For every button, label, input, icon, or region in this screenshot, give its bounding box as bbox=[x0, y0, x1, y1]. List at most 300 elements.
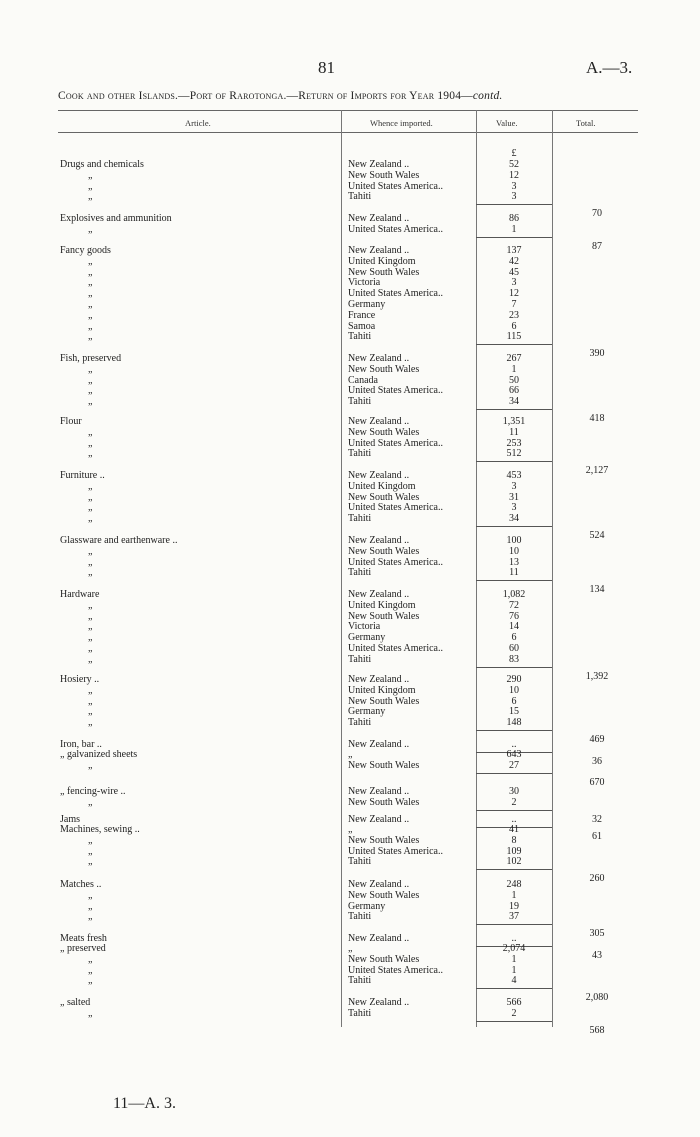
whence-cell: Tahiti bbox=[348, 653, 372, 665]
ditto-mark bbox=[60, 835, 340, 846]
whence-cell: New Zealand .. bbox=[348, 786, 410, 797]
whence-cell: United States America.. bbox=[348, 845, 443, 857]
ditto-mark bbox=[60, 277, 340, 288]
ditto-label: „ bbox=[88, 695, 93, 707]
value-cell: 148 bbox=[506, 717, 522, 729]
ditto-label: „ bbox=[88, 374, 93, 386]
value-cell: 12 bbox=[509, 169, 519, 181]
ditto-mark bbox=[60, 364, 340, 375]
article-label: Furniture .. bbox=[60, 470, 105, 481]
value-cell: 41 bbox=[509, 824, 519, 835]
ditto-mark bbox=[60, 621, 340, 632]
value-cell: 2 bbox=[511, 1007, 517, 1019]
value-cell: 1,082 bbox=[502, 589, 526, 600]
whence-cell: New Zealand .. bbox=[348, 674, 410, 685]
ditto-label: „ bbox=[88, 320, 93, 332]
value-cell: 8 bbox=[511, 834, 517, 846]
article-name bbox=[60, 589, 340, 600]
whence-cell: New South Wales bbox=[348, 610, 420, 622]
ditto-mark bbox=[60, 181, 340, 192]
article-label: „ galvanized sheets bbox=[60, 749, 138, 760]
ditto-label: „ bbox=[88, 653, 93, 665]
ditto-mark bbox=[60, 191, 340, 202]
ditto-mark bbox=[60, 557, 340, 568]
ditto-label: „ bbox=[88, 513, 93, 525]
whence-cell: New Zealand .. bbox=[348, 353, 410, 364]
article-name bbox=[60, 416, 340, 427]
total-cell: 568 bbox=[589, 1024, 605, 1036]
whence-cell: New Zealand .. bbox=[348, 879, 410, 890]
value-cell: 566 bbox=[506, 997, 522, 1008]
page-title bbox=[58, 90, 503, 102]
value-cell: 3 bbox=[511, 277, 517, 289]
whence-cell: New Zealand .. bbox=[348, 814, 410, 825]
whence-cell: Tahiti bbox=[348, 856, 372, 868]
total-cell: 524 bbox=[589, 530, 605, 541]
article-name bbox=[60, 159, 340, 170]
article-label: Fancy goods bbox=[60, 245, 111, 256]
whence-cell: Victoria bbox=[348, 277, 381, 289]
value-cell: 512 bbox=[506, 448, 522, 460]
total-cell: 134 bbox=[589, 584, 605, 596]
value-cell: 34 bbox=[509, 396, 519, 408]
whence-cell: New South Wales bbox=[348, 953, 420, 965]
page-reference: A.—3. bbox=[586, 58, 633, 77]
whence-cell: Tahiti bbox=[348, 717, 372, 729]
value-cell: 19 bbox=[509, 900, 519, 912]
article-label: Drugs and chemicals bbox=[60, 159, 144, 170]
ditto-mark bbox=[60, 375, 340, 386]
whence-cell: New South Wales bbox=[348, 169, 420, 181]
whence-cell: United Kingdom bbox=[348, 255, 416, 267]
value-cell: 643 bbox=[506, 749, 522, 760]
ditto-label: „ bbox=[88, 491, 93, 503]
article-name bbox=[60, 786, 340, 797]
ditto-label: „ bbox=[88, 502, 93, 514]
value-cell: 6 bbox=[511, 695, 517, 707]
subtotal-rule bbox=[476, 461, 552, 462]
whence-cell: Tahiti bbox=[348, 396, 372, 408]
article-label: Hardware bbox=[60, 589, 100, 600]
whence-cell: New South Wales bbox=[348, 889, 420, 901]
total-cell: 305 bbox=[589, 928, 605, 940]
ditto-label: „ bbox=[88, 796, 93, 808]
article-label: „ salted bbox=[60, 997, 91, 1008]
total-cell: 418 bbox=[589, 413, 605, 424]
ditto-label: „ bbox=[88, 567, 93, 579]
value-cell: 1 bbox=[511, 953, 517, 965]
ditto-mark bbox=[60, 288, 340, 299]
ditto-mark bbox=[60, 911, 340, 922]
total-cell: 1,392 bbox=[585, 670, 609, 682]
value-cell: 10 bbox=[509, 545, 519, 557]
article-label: Hosiery .. bbox=[60, 674, 100, 685]
currency-symbol: £ bbox=[511, 148, 517, 159]
ditto-label: „ bbox=[88, 900, 93, 912]
value-cell: 86 bbox=[509, 213, 519, 224]
header-top-rule bbox=[58, 110, 638, 111]
article-label: Jams bbox=[60, 814, 80, 825]
whence-cell: United States America.. bbox=[348, 223, 443, 235]
value-cell: 30 bbox=[509, 786, 519, 797]
ditto-label: „ bbox=[88, 169, 93, 181]
ditto-mark bbox=[60, 299, 340, 310]
whence-cell: United States America.. bbox=[348, 437, 443, 449]
value-cell: 1 bbox=[511, 363, 517, 375]
subtotal-rule bbox=[476, 526, 552, 527]
total-cell: 2,080 bbox=[585, 992, 609, 1004]
value-cell: 27 bbox=[509, 759, 519, 771]
header-total: Total. bbox=[576, 118, 596, 128]
whence-cell: Victoria bbox=[348, 621, 381, 633]
article-name bbox=[60, 749, 340, 760]
article-label: Meats fresh bbox=[60, 933, 107, 944]
whence-cell: United States America.. bbox=[348, 180, 443, 192]
ditto-label: „ bbox=[88, 643, 93, 654]
whence-cell: Germany bbox=[348, 706, 386, 718]
whence-cell: Tahiti bbox=[348, 191, 372, 203]
whence-cell: United Kingdom bbox=[348, 599, 416, 611]
whence-cell: „ bbox=[348, 824, 353, 835]
ditto-label: „ bbox=[88, 621, 93, 633]
article-name bbox=[60, 824, 340, 835]
ditto-label: „ bbox=[88, 759, 93, 771]
header-bottom-rule bbox=[58, 132, 638, 133]
value-cell: 248 bbox=[506, 879, 522, 890]
ditto-label: „ bbox=[88, 911, 93, 923]
value-cell: 3 bbox=[511, 191, 517, 203]
article-name bbox=[60, 535, 340, 546]
ditto-label: „ bbox=[88, 266, 93, 278]
ditto-label: „ bbox=[88, 277, 93, 289]
value-cell: 37 bbox=[509, 911, 519, 923]
total-cell: 61 bbox=[592, 830, 602, 842]
ditto-mark bbox=[60, 717, 340, 728]
ditto-label: „ bbox=[88, 964, 93, 976]
whence-cell: New South Wales bbox=[348, 545, 420, 557]
whence-cell: „ bbox=[348, 749, 353, 760]
ditto-mark bbox=[60, 385, 340, 396]
total-cell: 87 bbox=[592, 240, 602, 252]
value-cell: 1 bbox=[511, 964, 517, 976]
ditto-label: „ bbox=[88, 426, 93, 438]
ditto-mark bbox=[60, 975, 340, 986]
subtotal-rule bbox=[476, 237, 552, 238]
total-cell: 70 bbox=[592, 208, 602, 220]
ditto-label: „ bbox=[88, 223, 93, 235]
ditto-label: „ bbox=[88, 684, 93, 696]
subtotal-rule bbox=[476, 924, 552, 925]
ditto-mark bbox=[60, 448, 340, 459]
value-cell: 1 bbox=[511, 889, 517, 901]
value-cell: 83 bbox=[509, 653, 519, 665]
whence-cell: New South Wales bbox=[348, 796, 420, 808]
value-cell: .. bbox=[511, 814, 517, 825]
ditto-label: „ bbox=[88, 1007, 93, 1019]
ditto-mark bbox=[60, 643, 340, 654]
page-footer: 11—A. 3. bbox=[113, 1095, 176, 1112]
whence-cell: Samoa bbox=[348, 320, 376, 332]
whence-cell: New South Wales bbox=[348, 426, 420, 438]
article-name bbox=[60, 353, 340, 364]
article-label: Machines, sewing .. bbox=[60, 824, 140, 835]
column-divider bbox=[341, 110, 342, 1027]
value-cell: 60 bbox=[509, 643, 519, 654]
ditto-mark bbox=[60, 321, 340, 332]
value-cell: 42 bbox=[509, 255, 519, 267]
value-cell: 4 bbox=[511, 975, 517, 987]
whence-cell: United States America.. bbox=[348, 288, 443, 300]
column-divider bbox=[552, 110, 553, 1027]
ditto-label: „ bbox=[88, 856, 93, 868]
whence-cell: Tahiti bbox=[348, 567, 372, 579]
whence-cell: „ bbox=[348, 943, 353, 954]
ditto-mark bbox=[60, 267, 340, 278]
value-cell: 290 bbox=[506, 674, 522, 685]
ditto-mark bbox=[60, 901, 340, 912]
whence-cell: New Zealand .. bbox=[348, 245, 410, 256]
value-cell: 7 bbox=[511, 299, 517, 310]
value-cell: 115 bbox=[506, 331, 522, 343]
ditto-mark bbox=[60, 502, 340, 513]
ditto-label: „ bbox=[88, 448, 93, 460]
value-cell: 109 bbox=[506, 845, 522, 857]
ditto-mark bbox=[60, 611, 340, 622]
ditto-mark bbox=[60, 654, 340, 665]
header-whence: Whence imported. bbox=[370, 118, 433, 128]
ditto-label: „ bbox=[88, 255, 93, 267]
whence-cell: Tahiti bbox=[348, 911, 372, 923]
article-label: Fish, preserved bbox=[60, 353, 122, 364]
ditto-label: „ bbox=[88, 480, 93, 492]
ditto-mark bbox=[60, 481, 340, 492]
title-main: Cook and other Islands.—Port of Rarotonga.—Return of Imports for Year 1904— bbox=[58, 90, 473, 102]
value-cell: 6 bbox=[511, 632, 517, 644]
value-cell: 31 bbox=[509, 491, 519, 503]
ditto-label: „ bbox=[88, 396, 93, 408]
article-label: Flour bbox=[60, 416, 82, 427]
total-cell: 43 bbox=[592, 949, 602, 961]
ditto-mark bbox=[60, 546, 340, 557]
value-cell: 45 bbox=[509, 266, 519, 278]
value-cell: 13 bbox=[509, 556, 519, 568]
value-cell: 66 bbox=[509, 385, 519, 397]
article-label: Iron, bar .. bbox=[60, 739, 102, 750]
whence-cell: New Zealand .. bbox=[348, 933, 410, 944]
ditto-mark bbox=[60, 513, 340, 524]
ditto-label: „ bbox=[88, 834, 93, 846]
ditto-label: „ bbox=[88, 309, 93, 321]
whence-cell: New Zealand .. bbox=[348, 416, 410, 427]
ditto-label: „ bbox=[88, 288, 93, 300]
value-cell: 253 bbox=[506, 437, 522, 449]
header-article: Article. bbox=[185, 118, 211, 128]
ditto-mark bbox=[60, 224, 340, 235]
subtotal-rule bbox=[476, 344, 552, 345]
article-name bbox=[60, 470, 340, 481]
ditto-label: „ bbox=[88, 331, 93, 343]
value-cell: 267 bbox=[506, 353, 522, 364]
value-cell: 76 bbox=[509, 610, 519, 622]
total-cell: 2,127 bbox=[585, 465, 609, 477]
ditto-mark bbox=[60, 170, 340, 181]
whence-cell: New Zealand .. bbox=[348, 535, 410, 546]
value-cell: 72 bbox=[509, 599, 519, 611]
whence-cell: Tahiti bbox=[348, 448, 372, 460]
value-cell: 34 bbox=[509, 513, 519, 525]
value-cell: 23 bbox=[509, 309, 519, 321]
whence-cell: New South Wales bbox=[348, 759, 420, 771]
ditto-label: „ bbox=[88, 363, 93, 375]
whence-cell: Canada bbox=[348, 374, 378, 386]
value-cell: 50 bbox=[509, 374, 519, 386]
whence-cell: United States America.. bbox=[348, 502, 443, 514]
ditto-label: „ bbox=[88, 610, 93, 622]
ditto-label: „ bbox=[88, 632, 93, 644]
subtotal-rule bbox=[476, 730, 552, 731]
whence-cell: Tahiti bbox=[348, 1007, 372, 1019]
value-cell: 100 bbox=[506, 535, 522, 546]
whence-cell: United Kingdom bbox=[348, 480, 416, 492]
ditto-mark bbox=[60, 846, 340, 857]
column-divider bbox=[476, 110, 477, 1027]
value-cell: 1 bbox=[511, 223, 517, 235]
article-name bbox=[60, 245, 340, 256]
whence-cell: France bbox=[348, 309, 376, 321]
ditto-mark bbox=[60, 706, 340, 717]
value-cell: 1,351 bbox=[502, 416, 526, 427]
subtotal-rule bbox=[476, 869, 552, 870]
ditto-mark bbox=[60, 696, 340, 707]
ditto-label: „ bbox=[88, 545, 93, 557]
total-cell: 32 bbox=[592, 813, 602, 825]
whence-cell: New South Wales bbox=[348, 695, 420, 707]
ditto-label: „ bbox=[88, 975, 93, 987]
ditto-label: „ bbox=[88, 889, 93, 901]
value-cell: 52 bbox=[509, 159, 519, 170]
subtotal-rule bbox=[476, 773, 552, 774]
whence-cell: United States America.. bbox=[348, 556, 443, 568]
article-name bbox=[60, 213, 340, 224]
whence-cell: Tahiti bbox=[348, 513, 372, 525]
value-cell: 102 bbox=[506, 856, 522, 868]
value-cell: 11 bbox=[509, 567, 519, 579]
ditto-label: „ bbox=[88, 299, 93, 310]
article-label: Matches .. bbox=[60, 879, 102, 890]
value-cell: 11 bbox=[509, 426, 519, 438]
ditto-mark bbox=[60, 890, 340, 901]
value-cell: 3 bbox=[511, 502, 517, 514]
ditto-mark bbox=[60, 600, 340, 611]
header-value: Value. bbox=[496, 118, 518, 128]
total-cell: 36 bbox=[592, 755, 602, 767]
whence-cell: United States America.. bbox=[348, 385, 443, 397]
ditto-label: „ bbox=[88, 556, 93, 568]
value-cell: 2 bbox=[511, 796, 517, 808]
value-cell: 12 bbox=[509, 288, 519, 300]
value-cell: 2,074 bbox=[502, 943, 526, 954]
value-cell: 14 bbox=[509, 621, 519, 633]
whence-cell: New South Wales bbox=[348, 834, 420, 846]
ditto-label: „ bbox=[88, 599, 93, 611]
whence-cell: United States America.. bbox=[348, 964, 443, 976]
value-cell: 453 bbox=[506, 470, 522, 481]
subtotal-rule bbox=[476, 409, 552, 410]
ditto-label: „ bbox=[88, 953, 93, 965]
whence-cell: United Kingdom bbox=[348, 684, 416, 696]
subtotal-rule bbox=[476, 1021, 552, 1022]
ditto-label: „ bbox=[88, 717, 93, 729]
whence-cell: New Zealand .. bbox=[348, 470, 410, 481]
value-cell: .. bbox=[511, 739, 517, 750]
ditto-mark bbox=[60, 632, 340, 643]
whence-cell: New South Wales bbox=[348, 363, 420, 375]
whence-cell: United States America.. bbox=[348, 643, 443, 654]
total-cell: 670 bbox=[589, 776, 605, 788]
ditto-mark bbox=[60, 256, 340, 267]
article-label: „ preserved bbox=[60, 943, 106, 954]
article-name bbox=[60, 879, 340, 890]
subtotal-rule bbox=[476, 988, 552, 989]
page-number: 81 bbox=[318, 58, 335, 77]
ditto-mark bbox=[60, 1008, 340, 1019]
article-name bbox=[60, 674, 340, 685]
whence-cell: Tahiti bbox=[348, 331, 372, 343]
total-cell: 390 bbox=[589, 348, 605, 360]
whence-cell: Germany bbox=[348, 632, 386, 644]
whence-cell: New Zealand .. bbox=[348, 213, 410, 224]
ditto-mark bbox=[60, 797, 340, 808]
whence-cell: New South Wales bbox=[348, 491, 420, 503]
ditto-label: „ bbox=[88, 437, 93, 449]
ditto-mark bbox=[60, 685, 340, 696]
ditto-mark bbox=[60, 310, 340, 321]
value-cell: .. bbox=[511, 933, 517, 944]
ditto-label: „ bbox=[88, 191, 93, 203]
whence-cell: New Zealand .. bbox=[348, 997, 410, 1008]
whence-cell: Germany bbox=[348, 900, 386, 912]
whence-cell: New Zealand .. bbox=[348, 159, 410, 170]
article-label: „ fencing-wire .. bbox=[60, 786, 126, 797]
ditto-mark bbox=[60, 396, 340, 407]
subtotal-rule bbox=[476, 580, 552, 581]
value-cell: 137 bbox=[506, 245, 522, 256]
ditto-mark bbox=[60, 856, 340, 867]
ditto-label: „ bbox=[88, 845, 93, 857]
ditto-mark bbox=[60, 331, 340, 342]
ditto-label: „ bbox=[88, 706, 93, 718]
value-cell: 15 bbox=[509, 706, 519, 718]
ditto-mark bbox=[60, 760, 340, 771]
ditto-label: „ bbox=[88, 180, 93, 192]
ditto-mark bbox=[60, 954, 340, 965]
subtotal-rule bbox=[476, 204, 552, 205]
value-cell: 3 bbox=[511, 480, 517, 492]
ditto-mark bbox=[60, 438, 340, 449]
ditto-mark bbox=[60, 492, 340, 503]
whence-cell: New Zealand .. bbox=[348, 589, 410, 600]
total-cell: 260 bbox=[589, 873, 605, 885]
whence-cell: New Zealand .. bbox=[348, 739, 410, 750]
whence-cell: New South Wales bbox=[348, 266, 420, 278]
value-cell: 6 bbox=[511, 320, 517, 332]
subtotal-rule bbox=[476, 810, 552, 811]
ditto-mark bbox=[60, 965, 340, 976]
value-cell: 10 bbox=[509, 684, 519, 696]
subtotal-rule bbox=[476, 667, 552, 668]
ditto-mark bbox=[60, 427, 340, 438]
article-name bbox=[60, 997, 340, 1008]
